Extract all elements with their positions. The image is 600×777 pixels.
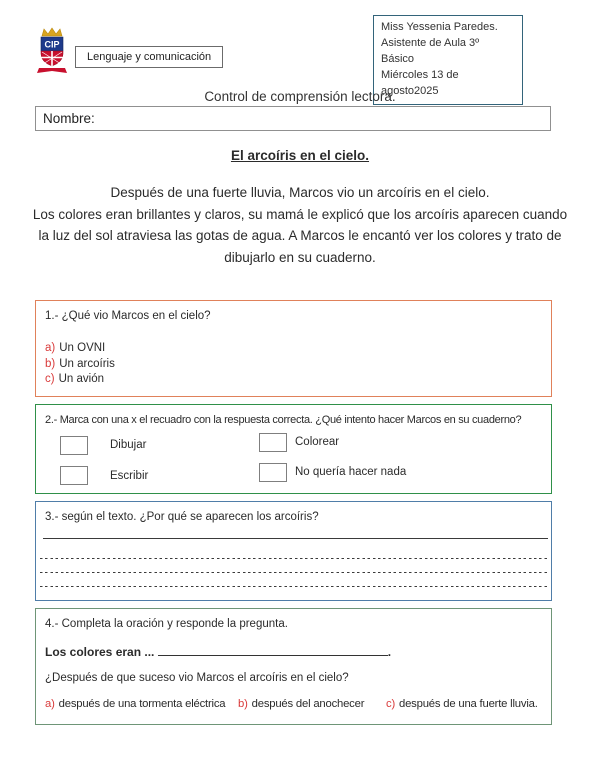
question-3-answer-area[interactable]	[36, 502, 551, 600]
q1-option-a-letter: a)	[45, 342, 56, 354]
checkbox-no-queria[interactable]	[259, 463, 287, 482]
school-logo-icon	[36, 26, 68, 76]
fill-blank-line[interactable]	[158, 643, 388, 656]
q1-option-a-text: Un OVNI	[59, 342, 106, 354]
q1-option-c-letter: c)	[45, 373, 55, 385]
q4-option-a-letter: a)	[45, 698, 55, 710]
q1-option-c	[45, 372, 542, 388]
question-4-sub-question: ¿Después de que suceso vio Marcos el arcoíris en el cielo?	[45, 672, 349, 684]
q1-option-c-text: Un avión	[58, 373, 104, 385]
fill-suffix: .	[387, 645, 392, 659]
fill-label: Los colores eran ...	[45, 645, 155, 659]
reading-body: Los colores eran brillantes y claros, su mamá le explicó que los arcoíris aparecen cuando la luz del sol atraviesa las gotas de agua. A Marcos le encantó ver los colores y trato de dibujarlo en su cuaderno.	[32, 206, 568, 265]
question-2-box	[35, 404, 552, 494]
answer-line-dashed-2	[40, 572, 549, 573]
page-title: Control de comprensión lectora.	[204, 89, 396, 104]
question-4-box	[35, 608, 552, 725]
answer-line-dashed-3	[40, 586, 549, 587]
question-1-box	[35, 300, 552, 397]
question-1-options	[45, 341, 542, 388]
q4-option-a-text: después de una tormenta eléctrica	[58, 698, 226, 710]
q4-option-c	[386, 698, 538, 710]
q1-option-b-letter: b)	[45, 357, 56, 370]
name-field[interactable]	[35, 106, 551, 131]
name-field-label: Nombre:	[43, 111, 95, 126]
subject-label: Lenguaje y comunicación	[87, 51, 212, 63]
checkbox-escribir[interactable]	[60, 466, 88, 485]
question-4-fill-row	[45, 643, 542, 659]
question-3-prompt: 3.- según el texto. ¿Por qué se aparecen los arcoíris?	[45, 511, 319, 523]
checkbox-dibujar-label: Dibujar	[110, 439, 147, 451]
checkbox-dibujar[interactable]	[60, 436, 88, 455]
reading-title: El arcoíris en el cielo.	[230, 148, 370, 163]
teacher-role: Asistente de Aula 3º Básico	[381, 36, 480, 65]
checkbox-no-queria-label: No quería hacer nada	[295, 466, 407, 478]
question-4-options	[45, 698, 542, 710]
q4-option-b	[238, 698, 386, 710]
answer-line-solid	[43, 538, 548, 539]
reading-paragraph	[28, 182, 572, 268]
q4-option-b-letter: b)	[238, 698, 248, 710]
q4-option-c-text: después de una fuerte lluvia.	[399, 698, 538, 710]
subject-label-box	[75, 46, 223, 68]
question-2-prompt: 2.- Marca con una x el recuadro con la respuesta correcta. ¿Qué intento hacer Marcos en su cuaderno?	[45, 414, 522, 426]
q1-option-b-text: Un arcoíris	[59, 357, 115, 370]
q4-option-c-letter: c)	[386, 698, 396, 710]
checkbox-escribir-label: Escribir	[110, 470, 149, 482]
question-4-prompt: 4.- Completa la oración y responde la pregunta.	[45, 618, 288, 630]
worksheet-date: Miércoles 13 de agosto2025	[381, 68, 459, 97]
q4-option-a	[45, 698, 238, 710]
checkbox-colorear[interactable]	[259, 433, 287, 452]
teacher-name: Miss Yessenia Paredes.	[381, 21, 498, 33]
logo-text: CIP	[44, 39, 60, 50]
checkbox-colorear-label: Colorear	[295, 436, 340, 448]
q1-option-b	[45, 357, 542, 373]
q4-option-b-text: después del anochecer	[251, 698, 365, 710]
question-3-box	[35, 501, 552, 601]
answer-line-dashed-1	[40, 558, 549, 559]
q1-option-a	[45, 341, 542, 357]
reading-line-1: Después de una fuerte lluvia, Marcos vio un arcoíris en el cielo.	[110, 185, 490, 200]
question-1-prompt: 1.- ¿Qué vio Marcos en el cielo?	[45, 310, 211, 322]
